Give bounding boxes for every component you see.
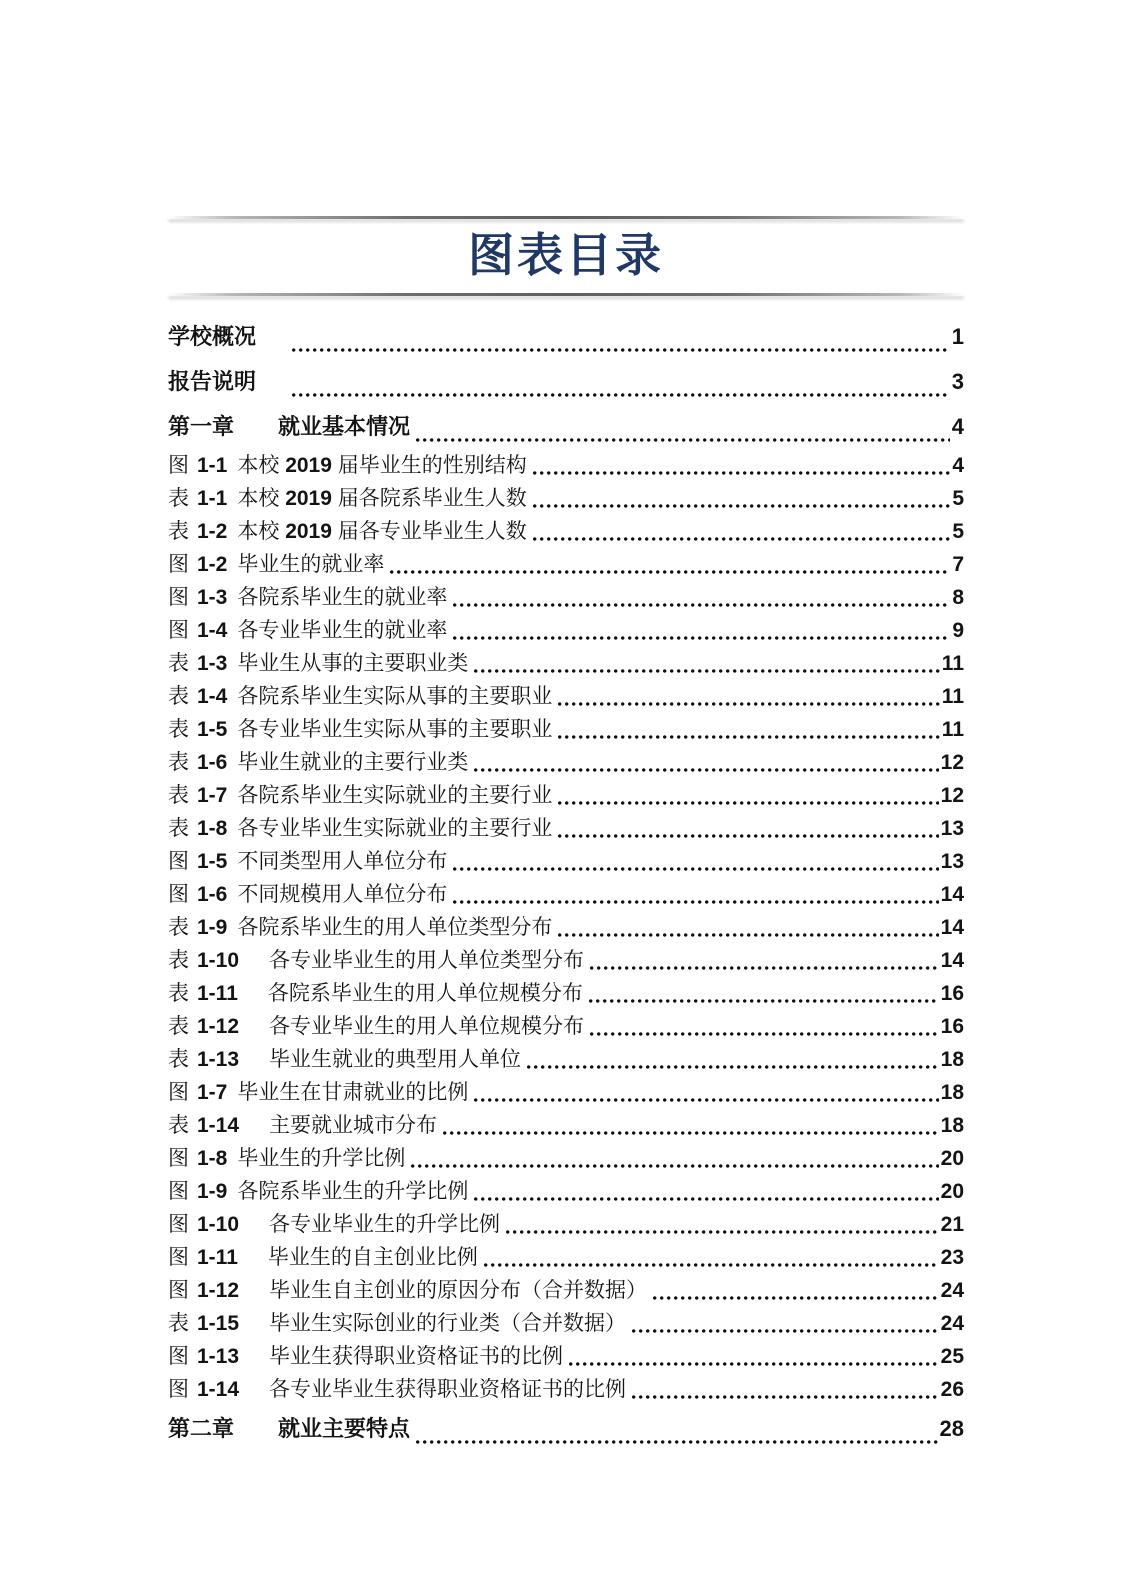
toc-entry-title: 就业基本情况 (278, 414, 411, 439)
dot-leader (558, 701, 939, 707)
toc-entry-title: 各院系毕业生的用人单位类型分布 (237, 916, 553, 939)
page-number: 7 (952, 553, 964, 576)
toc-entry-number: 1-3 (197, 652, 228, 675)
toc-entry-number: 1-12 (197, 1279, 240, 1302)
toc-entry-number: 1-12 (197, 1015, 240, 1038)
toc-row (168, 1043, 964, 1076)
toc-entry-kind: 图 (168, 883, 189, 906)
page-number: 26 (940, 1378, 964, 1401)
toc-row (168, 548, 964, 581)
toc-row (168, 482, 964, 515)
dot-leader (558, 734, 939, 740)
toc-row (168, 1241, 964, 1274)
toc-entry-number: 1-2 (197, 520, 228, 543)
dot-leader (558, 932, 938, 938)
toc-entry-kind: 图 (168, 619, 189, 642)
toc-entry-title: 各专业毕业生的用人单位规模分布 (269, 1015, 585, 1038)
toc-entry-number: 1-7 (197, 1081, 228, 1104)
page-number: 18 (940, 1081, 964, 1104)
page-number: 13 (940, 850, 964, 873)
toc-entry-kind: 表 (168, 817, 189, 840)
toc-entry-kind: 表 (168, 487, 189, 510)
toc-entry-number: 1-9 (197, 1180, 228, 1203)
page-number: 16 (940, 1015, 964, 1038)
toc-entry-title: 本校 2019 届毕业生的性别结构 (237, 454, 527, 477)
toc-row (168, 314, 964, 359)
toc-entry-kind: 表 (168, 1048, 189, 1071)
toc-entry-title: 毕业生就业的主要行业类 (237, 751, 469, 774)
dot-leader (453, 899, 938, 905)
toc-entry-title: 就业主要特点 (278, 1416, 411, 1441)
toc-entry-title: 报告说明 (168, 369, 257, 394)
page-number: 5 (952, 520, 964, 543)
toc-entry-number: 1-5 (197, 718, 228, 741)
toc-entry-kind: 图 (168, 553, 189, 576)
toc-row (168, 614, 964, 647)
dot-leader (533, 503, 951, 509)
toc-entry-title: 毕业生自主创业的原因分布（合并数据） (269, 1279, 648, 1302)
dot-leader (443, 1130, 939, 1136)
toc-entry-number: 1-10 (197, 949, 240, 972)
toc-row (168, 977, 964, 1010)
dot-leader (411, 1163, 938, 1169)
dot-leader (484, 1262, 939, 1268)
toc-entry-kind: 图 (168, 1279, 189, 1302)
toc-row (168, 1307, 964, 1340)
toc-entry-title: 各院系毕业生实际从事的主要职业 (237, 685, 553, 708)
toc-entry-kind: 图 (168, 1213, 189, 1236)
toc-entry-number: 1-6 (197, 751, 228, 774)
toc-row (168, 1010, 964, 1043)
dot-leader (416, 1439, 937, 1445)
toc-entry-kind: 图 (168, 1081, 189, 1104)
toc-entry-title: 各专业毕业生获得职业资格证书的比例 (269, 1378, 627, 1401)
toc-entry-number: 1-4 (197, 685, 228, 708)
toc-entry-number: 1-2 (197, 553, 228, 576)
toc-entry-kind: 图 (168, 1246, 189, 1269)
toc-row (168, 1406, 964, 1451)
page-number: 12 (940, 784, 964, 807)
toc-entry-number: 1-8 (197, 817, 228, 840)
toc-row (168, 812, 964, 845)
toc-row (168, 647, 964, 680)
toc-entry-number: 1-10 (197, 1213, 240, 1236)
toc-entry-title: 各专业毕业生的就业率 (237, 619, 448, 642)
toc-entry-kind: 图 (168, 1345, 189, 1368)
dot-leader (653, 1295, 939, 1301)
toc-entry-title: 主要就业城市分布 (269, 1114, 438, 1137)
toc-row (168, 515, 964, 548)
dot-leader (590, 1031, 939, 1037)
dot-leader (558, 833, 938, 839)
page-number: 11 (941, 718, 964, 741)
dot-leader (558, 800, 938, 806)
toc-entry-title: 毕业生实际创业的行业类（合并数据） (269, 1312, 627, 1335)
toc-entry-title: 各专业毕业生的用人单位类型分布 (269, 949, 585, 972)
toc-entry-kind: 图 (168, 850, 189, 873)
toc-entry-number: 1-14 (197, 1378, 240, 1401)
page-number: 21 (940, 1213, 964, 1236)
toc-entry-number: 1-11 (197, 1246, 238, 1269)
page-title: 图表目录 (468, 229, 664, 281)
toc-entry-title: 不同类型用人单位分布 (237, 850, 448, 873)
toc-entry-kind: 表 (168, 1312, 189, 1335)
content-area (168, 0, 964, 1451)
toc-entry-number: 1-1 (197, 454, 228, 477)
toc-row (168, 581, 964, 614)
toc-entry-title: 各院系毕业生的升学比例 (237, 1180, 469, 1203)
toc-entry-kind: 表 (168, 718, 189, 741)
toc-entry-kind: 表 (168, 685, 189, 708)
page-number: 14 (940, 949, 964, 972)
toc-row (168, 911, 964, 944)
dot-leader (390, 569, 950, 575)
dot-leader (453, 602, 950, 608)
page-number: 25 (940, 1345, 964, 1368)
dot-leader (533, 470, 951, 476)
dot-leader (474, 1196, 938, 1202)
title-divider-bottom (168, 293, 964, 296)
dot-leader (632, 1328, 939, 1334)
toc-entry-kind: 图 (168, 1378, 189, 1401)
toc-entry-title: 毕业生获得职业资格证书的比例 (269, 1345, 564, 1368)
toc-entry-title: 各院系毕业生的就业率 (237, 586, 448, 609)
dot-leader (453, 635, 950, 641)
toc-entry-title: 各专业毕业生实际从事的主要职业 (237, 718, 553, 741)
dot-leader (474, 668, 939, 674)
toc-row (168, 713, 964, 746)
dot-leader (453, 866, 938, 872)
dot-leader (589, 998, 939, 1004)
dot-leader (506, 1229, 939, 1235)
toc-row (168, 1340, 964, 1373)
toc-row (168, 1175, 964, 1208)
dot-leader (569, 1361, 939, 1367)
toc-entry-kind: 图 (168, 454, 189, 477)
toc-entry-title: 各院系毕业生实际就业的主要行业 (237, 784, 553, 807)
page-number: 18 (940, 1048, 964, 1071)
toc-row (168, 845, 964, 878)
toc-entry-kind: 表 (168, 751, 189, 774)
toc-entry-title: 毕业生的升学比例 (237, 1147, 406, 1170)
page-number: 4 (952, 454, 964, 477)
dot-leader (474, 1097, 938, 1103)
page-number: 11 (941, 652, 964, 675)
page-number: 23 (940, 1246, 964, 1269)
toc-entry-title: 毕业生在甘肃就业的比例 (237, 1081, 469, 1104)
toc-entry-number: 1-6 (197, 883, 228, 906)
page-number: 12 (940, 751, 964, 774)
dot-leader (416, 437, 950, 443)
toc-row (168, 878, 964, 911)
toc-row (168, 1076, 964, 1109)
toc-entry-number: 1-13 (197, 1345, 240, 1368)
toc-entry-title: 各专业毕业生实际就业的主要行业 (237, 817, 553, 840)
toc-entry-number: 1-4 (197, 619, 228, 642)
page-number: 1 (951, 324, 964, 349)
toc-row (168, 944, 964, 977)
title-wrap (168, 219, 964, 293)
toc-entry-number: 1-11 (197, 982, 238, 1005)
toc-entry-kind: 表 (168, 784, 189, 807)
toc-entry-title: 毕业生就业的典型用人单位 (269, 1048, 522, 1071)
toc-entry-kind: 图 (168, 586, 189, 609)
toc-entry-number: 第二章 (168, 1416, 235, 1441)
page-number: 3 (951, 369, 964, 394)
toc-list (168, 314, 964, 1451)
page-number: 20 (940, 1147, 964, 1170)
toc-row (168, 1142, 964, 1175)
toc-entry-number: 1-15 (197, 1312, 240, 1335)
toc-entry-number: 1-3 (197, 586, 228, 609)
page-number: 11 (941, 685, 964, 708)
dot-leader (590, 965, 939, 971)
toc-entry-title: 各专业毕业生的升学比例 (269, 1213, 501, 1236)
dot-leader (527, 1064, 939, 1070)
toc-row (168, 1109, 964, 1142)
toc-row (168, 449, 964, 482)
toc-entry-title: 各院系毕业生的用人单位规模分布 (267, 982, 583, 1005)
page-number: 24 (940, 1312, 964, 1335)
toc-row (168, 1373, 964, 1406)
dot-leader (474, 767, 938, 773)
toc-entry-number: 1-5 (197, 850, 228, 873)
page-number: 28 (939, 1416, 964, 1441)
page-number: 14 (940, 916, 964, 939)
page-number: 14 (940, 883, 964, 906)
toc-row (168, 1208, 964, 1241)
toc-entry-kind: 表 (168, 1114, 189, 1137)
toc-entry-kind: 表 (168, 652, 189, 675)
page-number: 9 (952, 619, 964, 642)
dot-leader (292, 392, 950, 398)
toc-entry-title: 毕业生的自主创业比例 (267, 1246, 478, 1269)
toc-entry-number: 1-7 (197, 784, 228, 807)
toc-row (168, 1274, 964, 1307)
toc-entry-kind: 表 (168, 1015, 189, 1038)
toc-row (168, 779, 964, 812)
toc-entry-kind: 图 (168, 1180, 189, 1203)
toc-entry-number: 1-13 (197, 1048, 240, 1071)
page-number: 8 (952, 586, 964, 609)
page-number: 18 (940, 1114, 964, 1137)
page-number: 20 (940, 1180, 964, 1203)
toc-row (168, 680, 964, 713)
page-number: 16 (940, 982, 964, 1005)
toc-entry-kind: 表 (168, 982, 189, 1005)
page-number: 4 (951, 414, 964, 439)
page-number: 13 (940, 817, 964, 840)
toc-entry-number: 1-8 (197, 1147, 228, 1170)
toc-row (168, 404, 964, 449)
toc-entry-title: 毕业生从事的主要职业类 (237, 652, 469, 675)
toc-entry-title: 本校 2019 届各专业毕业生人数 (237, 520, 527, 543)
dot-leader (533, 536, 951, 542)
page-number: 5 (952, 487, 964, 510)
toc-entry-number: 1-14 (197, 1114, 240, 1137)
toc-entry-kind: 表 (168, 916, 189, 939)
toc-entry-number: 1-1 (197, 487, 228, 510)
dot-leader (632, 1394, 939, 1400)
toc-entry-number: 1-9 (197, 916, 228, 939)
toc-entry-title: 不同规模用人单位分布 (237, 883, 448, 906)
toc-row (168, 746, 964, 779)
dot-leader (292, 347, 950, 353)
toc-entry-kind: 图 (168, 1147, 189, 1170)
toc-entry-number: 第一章 (168, 414, 235, 439)
toc-entry-kind: 表 (168, 520, 189, 543)
toc-entry-title: 学校概况 (168, 324, 257, 349)
toc-entry-kind: 表 (168, 949, 189, 972)
page-number: 24 (940, 1279, 964, 1302)
toc-row (168, 359, 964, 404)
toc-entry-title: 本校 2019 届各院系毕业生人数 (237, 487, 527, 510)
toc-entry-title: 毕业生的就业率 (237, 553, 385, 576)
